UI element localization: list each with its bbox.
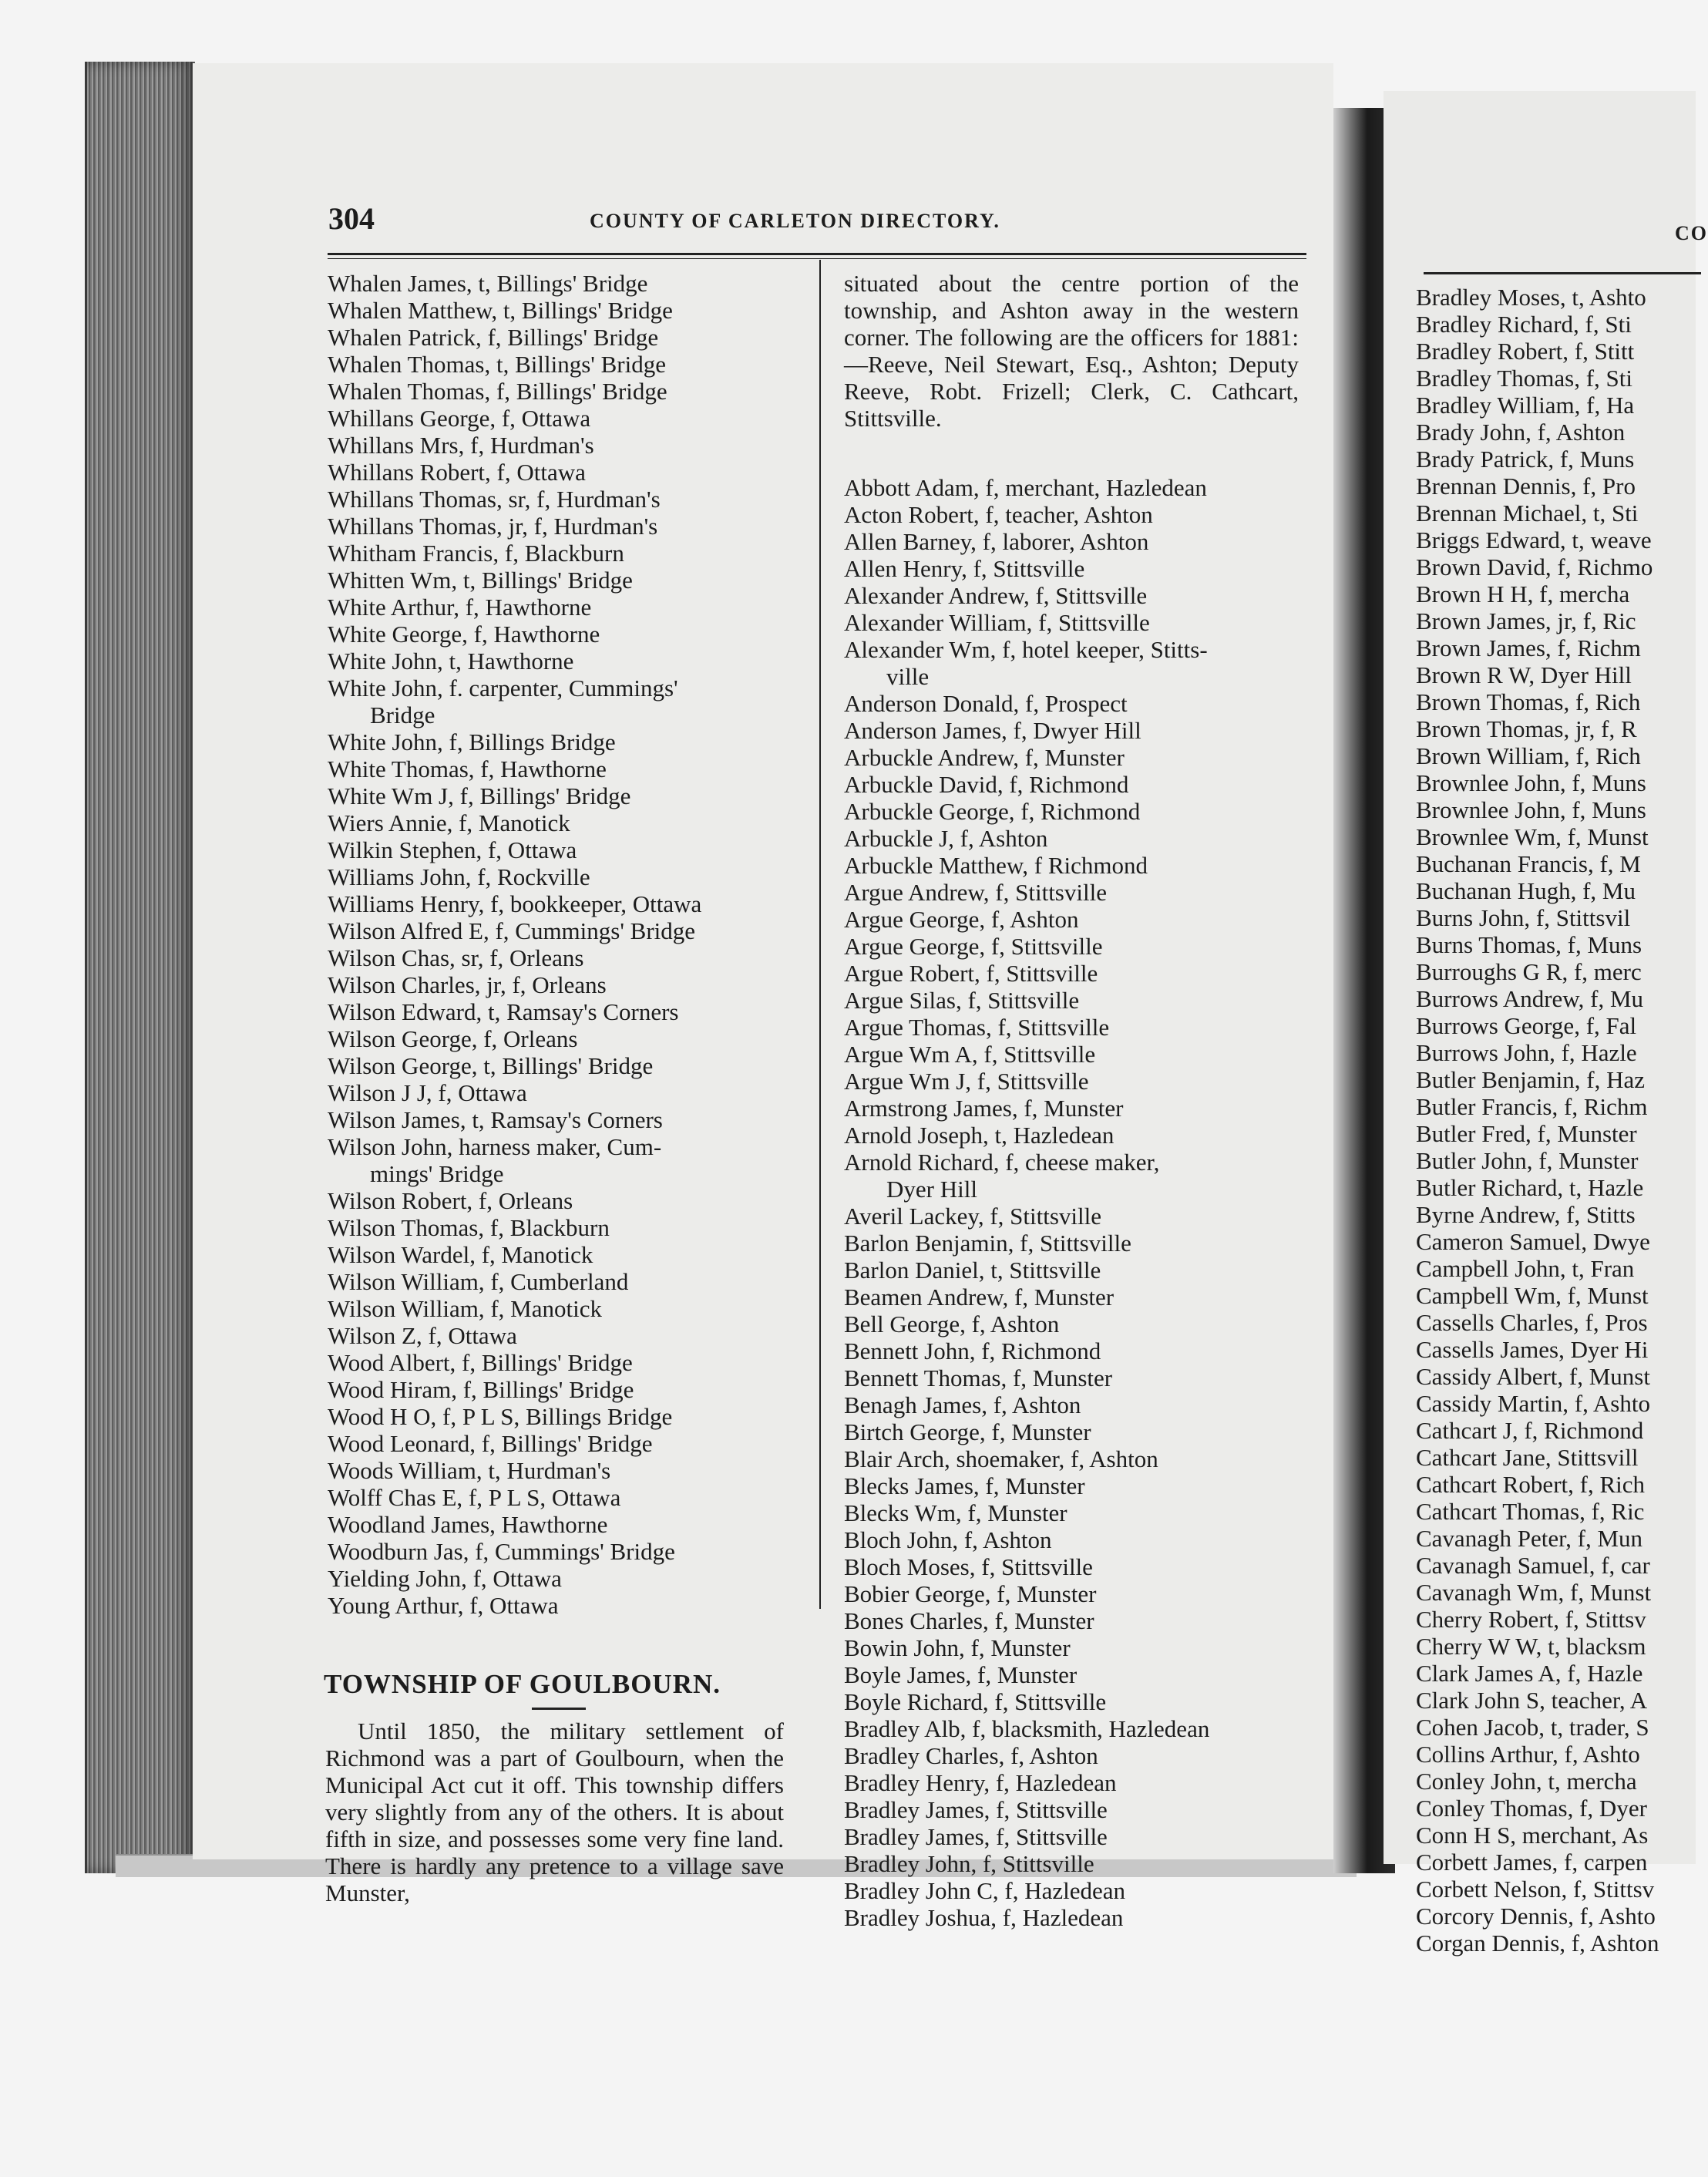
section-title-rule (532, 1708, 586, 1710)
directory-entry: Williams John, f, Rockville (328, 863, 590, 890)
directory-entry: Bradley Henry, f, Hazledean (844, 1769, 1117, 1796)
directory-entry: Anderson James, f, Dwyer Hill (844, 717, 1141, 744)
directory-entry: Arbuckle Andrew, f, Munster (844, 744, 1125, 771)
directory-entry: Brennan Dennis, f, Pro (1416, 473, 1636, 500)
directory-entry: Cameron Samuel, Dwye (1416, 1228, 1650, 1255)
directory-entry: Wilson James, t, Ramsay's Corners (328, 1106, 663, 1133)
directory-entry: Brownlee John, f, Muns (1416, 796, 1646, 823)
directory-entry: Birtch George, f, Munster (844, 1418, 1091, 1445)
directory-entry: Wilson William, f, Manotick (328, 1295, 602, 1322)
directory-entry: Bowin John, f, Munster (844, 1634, 1071, 1661)
directory-entry: Bradley Charles, f, Ashton (844, 1742, 1098, 1769)
directory-entry: Cohen Jacob, t, trader, S (1416, 1714, 1649, 1741)
directory-entry: Bobier George, f, Munster (844, 1580, 1097, 1607)
directory-entry: Brown H H, f, mercha (1416, 580, 1630, 607)
directory-entry: Cassells James, Dyer Hi (1416, 1336, 1649, 1363)
directory-entry: Argue George, f, Stittsville (844, 933, 1103, 960)
directory-entry: Argue Andrew, f, Stittsville (844, 879, 1107, 906)
directory-entry: Burroughs G R, f, merc (1416, 958, 1642, 985)
directory-entry: Arbuckle Matthew, f Richmond (844, 852, 1148, 879)
directory-entry: Woodland James, Hawthorne (328, 1511, 608, 1538)
directory-entry: Brady Patrick, f, Muns (1416, 446, 1635, 473)
directory-entry: Brown James, f, Richm (1416, 634, 1641, 661)
directory-entry: Barlon Daniel, t, Stittsville (844, 1257, 1101, 1284)
header-rule-thin (328, 258, 1306, 259)
directory-entry: Conley Thomas, f, Dyer (1416, 1795, 1647, 1822)
directory-entry: Burrows Andrew, f, Mu (1416, 985, 1644, 1012)
page-number: 304 (328, 201, 375, 236)
directory-entry: Wilson Edward, t, Ramsay's Corners (328, 998, 679, 1025)
directory-entry: Wilson John, harness maker, Cum- (328, 1133, 662, 1160)
directory-entry: Briggs Edward, t, weave (1416, 527, 1652, 554)
directory-entry: Argue Robert, f, Stittsville (844, 960, 1098, 987)
directory-entry: Blair Arch, shoemaker, f, Ashton (844, 1445, 1158, 1472)
directory-entry: Allen Henry, f, Stittsville (844, 555, 1085, 582)
directory-entry: Brownlee Wm, f, Munst (1416, 823, 1649, 850)
directory-entry: Argue Wm J, f, Stittsville (844, 1068, 1089, 1095)
directory-entry: Bones Charles, f, Munster (844, 1607, 1094, 1634)
directory-entry: Williams Henry, f, bookkeeper, Ottawa (328, 890, 702, 917)
directory-entry: White Wm J, f, Billings' Bridge (328, 782, 631, 809)
directory-entry: Argue Thomas, f, Stittsville (844, 1014, 1110, 1041)
directory-entry: Bradley John C, f, Hazledean (844, 1877, 1125, 1904)
directory-entry: Abbott Adam, f, merchant, Hazledean (844, 474, 1207, 501)
directory-entry: Whitten Wm, t, Billings' Bridge (328, 567, 633, 594)
directory-entry: mings' Bridge (370, 1160, 504, 1187)
directory-entry: Bennett Thomas, f, Munster (844, 1364, 1113, 1391)
directory-entry: Argue Wm A, f, Stittsville (844, 1041, 1096, 1068)
directory-entry: Barlon Benjamin, f, Stittsville (844, 1230, 1131, 1257)
directory-entry: Corgan Dennis, f, Ashton (1416, 1930, 1659, 1957)
directory-entry: Alexander Andrew, f, Stittsville (844, 582, 1148, 609)
directory-entry: Cassidy Albert, f, Munst (1416, 1363, 1650, 1390)
directory-entry: Corbett James, f, carpen (1416, 1849, 1648, 1876)
directory-entry: Brennan Michael, t, Sti (1416, 500, 1639, 527)
directory-entry: Bloch John, f, Ashton (844, 1526, 1052, 1553)
directory-entry: Wolff Chas E, f, P L S, Ottawa (328, 1484, 621, 1511)
column-divider (819, 260, 821, 1609)
directory-entry: White Arthur, f, Hawthorne (328, 594, 592, 621)
directory-entry: Bradley Alb, f, blacksmith, Hazledean (844, 1715, 1210, 1742)
directory-entry: Anderson Donald, f, Prospect (844, 690, 1128, 717)
column-2-paragraph: situated about the centre portion of the township, and Ashton away in the western corner. The following are the officers for 1881:—Reeve, Neil Stewart, Esq., Ashton; Deputy Reeve, Robt. Frizell; Clerk, C. Cathcart, Stittsville. (844, 270, 1299, 432)
directory-entry: Woodburn Jas, f, Cummings' Bridge (328, 1538, 675, 1565)
directory-entry: Bradley Thomas, f, Sti (1416, 365, 1632, 392)
directory-entry: Cherry Robert, f, Stittsv (1416, 1606, 1646, 1633)
directory-entry: Wilson Alfred E, f, Cummings' Bridge (328, 917, 696, 944)
directory-entry: Burrows George, f, Fal (1416, 1012, 1637, 1039)
directory-entry: Wilson William, f, Cumberland (328, 1268, 629, 1295)
directory-entry: Wiers Annie, f, Manotick (328, 809, 570, 836)
directory-entry: Burns John, f, Stittsvil (1416, 904, 1631, 931)
directory-entry: White George, f, Hawthorne (328, 621, 600, 648)
directory-entry: Bradley James, f, Stittsville (844, 1823, 1108, 1850)
directory-entry: Cathcart Thomas, f, Ric (1416, 1498, 1645, 1525)
directory-entry: Brown Thomas, f, Rich (1416, 688, 1641, 715)
directory-entry: Beamen Andrew, f, Munster (844, 1284, 1115, 1311)
directory-entry: Byrne Andrew, f, Stitts (1416, 1201, 1636, 1228)
right-page (1384, 91, 1708, 1957)
directory-entry: Whalen Patrick, f, Billings' Bridge (328, 324, 659, 351)
directory-entry: Cherry W W, t, blacksm (1416, 1633, 1646, 1660)
directory-entry: Whalen Thomas, t, Billings' Bridge (328, 351, 666, 378)
directory-entry: Brown Thomas, jr, f, R (1416, 715, 1637, 742)
header-rule (328, 253, 1306, 255)
directory-entry: Bell George, f, Ashton (844, 1311, 1060, 1337)
directory-entry: Campbell John, t, Fran (1416, 1255, 1635, 1282)
directory-entry: Yielding John, f, Ottawa (328, 1565, 562, 1592)
directory-entry: Bradley John, f, Stittsville (844, 1850, 1094, 1877)
directory-entry: Boyle James, f, Munster (844, 1661, 1078, 1688)
directory-entry: White John, t, Hawthorne (328, 648, 574, 675)
directory-entry: Wilkin Stephen, f, Ottawa (328, 836, 577, 863)
directory-entry: Wood H O, f, P L S, Billings Bridge (328, 1403, 673, 1430)
directory-entry: Whillans Thomas, sr, f, Hurdman's (328, 486, 661, 513)
directory-entry: Wood Albert, f, Billings' Bridge (328, 1349, 633, 1376)
directory-entry: Conley John, t, mercha (1416, 1768, 1637, 1795)
directory-entry: Wilson Wardel, f, Manotick (328, 1241, 593, 1268)
directory-entry: Brady John, f, Ashton (1416, 419, 1626, 446)
running-head: COUNTY OF CARLETON DIRECTORY. (590, 210, 1000, 232)
directory-entry: White John, f. carpenter, Cummings' (328, 675, 678, 702)
directory-entry: Butler Benjamin, f, Haz (1416, 1066, 1645, 1093)
directory-entry: Buchanan Hugh, f, Mu (1416, 877, 1636, 904)
directory-entry: Brown R W, Dyer Hill (1416, 661, 1632, 688)
directory-entry: Brown David, f, Richmo (1416, 554, 1653, 580)
directory-entry: Blecks Wm, f, Munster (844, 1499, 1068, 1526)
directory-entry: Cavanagh Samuel, f, car (1416, 1552, 1650, 1579)
directory-entry: Collins Arthur, f, Ashto (1416, 1741, 1640, 1768)
directory-entry: Butler John, f, Munster (1416, 1147, 1639, 1174)
directory-entry: Bradley Joshua, f, Hazledean (844, 1904, 1124, 1931)
section-title: TOWNSHIP OF GOULBOURN. (324, 1669, 721, 1699)
directory-entry: Argue Silas, f, Stittsville (844, 987, 1080, 1014)
directory-entry: ville (886, 663, 930, 690)
directory-entry: Boyle Richard, f, Stittsville (844, 1688, 1107, 1715)
directory-entry: Brown William, f, Rich (1416, 742, 1641, 769)
directory-entry: Bradley Richard, f, Sti (1416, 311, 1632, 338)
directory-entry: Bennett John, f, Richmond (844, 1337, 1101, 1364)
directory-entry: Whalen Matthew, t, Billings' Bridge (328, 297, 673, 324)
directory-entry: Buchanan Francis, f, M (1416, 850, 1641, 877)
directory-entry: Bridge (370, 702, 435, 728)
directory-entry: Wilson Charles, jr, f, Orleans (328, 971, 607, 998)
directory-entry: Blecks James, f, Munster (844, 1472, 1085, 1499)
directory-entry: Butler Fred, f, Munster (1416, 1120, 1637, 1147)
directory-entry: Alexander Wm, f, hotel keeper, Stitts- (844, 636, 1208, 663)
directory-entry: Cathcart J, f, Richmond (1416, 1417, 1644, 1444)
directory-entry: Bloch Moses, f, Stittsville (844, 1553, 1093, 1580)
directory-entry: Whillans Thomas, jr, f, Hurdman's (328, 513, 658, 540)
directory-entry: Bradley Robert, f, Stitt (1416, 338, 1635, 365)
directory-entry: Whillans Mrs, f, Hurdman's (328, 432, 594, 459)
directory-entry: Wood Hiram, f, Billings' Bridge (328, 1376, 634, 1403)
directory-entry: Whillans George, f, Ottawa (328, 405, 591, 432)
directory-entry: Brownlee John, f, Muns (1416, 769, 1646, 796)
directory-entry: Conn H S, merchant, As (1416, 1822, 1649, 1849)
directory-entry: Cassidy Martin, f, Ashto (1416, 1390, 1650, 1417)
directory-entry: Wilson George, t, Billings' Bridge (328, 1052, 654, 1079)
directory-entry: Wilson Robert, f, Orleans (328, 1187, 573, 1214)
directory-entry: Acton Robert, f, teacher, Ashton (844, 501, 1153, 528)
directory-entry: Wilson Thomas, f, Blackburn (328, 1214, 610, 1241)
directory-entry: Cassells Charles, f, Pros (1416, 1309, 1648, 1336)
directory-entry: Burns Thomas, f, Muns (1416, 931, 1642, 958)
directory-entry: Wilson Chas, sr, f, Orleans (328, 944, 584, 971)
directory-entry: Alexander William, f, Stittsville (844, 609, 1150, 636)
directory-entry: Arbuckle David, f, Richmond (844, 771, 1129, 798)
directory-entry: Arnold Richard, f, cheese maker, (844, 1149, 1160, 1176)
directory-entry: Wilson J J, f, Ottawa (328, 1079, 527, 1106)
directory-entry: Allen Barney, f, laborer, Ashton (844, 528, 1149, 555)
left-page (193, 63, 1333, 1931)
directory-entry: Bradley James, f, Stittsville (844, 1796, 1108, 1823)
directory-entry: Wilson Z, f, Ottawa (328, 1322, 517, 1349)
directory-entry: Butler Francis, f, Richm (1416, 1093, 1648, 1120)
directory-entry: White John, f, Billings Bridge (328, 728, 616, 755)
directory-entry: Campbell Wm, f, Munst (1416, 1282, 1649, 1309)
directory-entry: Whalen Thomas, f, Billings' Bridge (328, 378, 667, 405)
directory-entry: Cathcart Robert, f, Rich (1416, 1471, 1645, 1498)
directory-entry: Whitham Francis, f, Blackburn (328, 540, 624, 567)
directory-entry: Arbuckle J, f, Ashton (844, 825, 1048, 852)
right-header-rule (1424, 272, 1701, 274)
directory-entry: Wilson George, f, Orleans (328, 1025, 578, 1052)
directory-entry: Brown James, jr, f, Ric (1416, 607, 1636, 634)
right-running-head: CO (1675, 222, 1708, 244)
directory-entry: White Thomas, f, Hawthorne (328, 755, 607, 782)
directory-entry: Arbuckle George, f, Richmond (844, 798, 1141, 825)
directory-entry: Benagh James, f, Ashton (844, 1391, 1081, 1418)
directory-entry: Whalen James, t, Billings' Bridge (328, 270, 648, 297)
directory-entry: Cavanagh Wm, f, Munst (1416, 1579, 1652, 1606)
directory-entry: Cavanagh Peter, f, Mun (1416, 1525, 1643, 1552)
directory-entry: Corbett Nelson, f, Stittsv (1416, 1876, 1655, 1903)
directory-entry: Bradley Moses, t, Ashto (1416, 284, 1646, 311)
book-page-edges (85, 62, 195, 1873)
directory-entry: Butler Richard, t, Hazle (1416, 1174, 1644, 1201)
intro-paragraph: Until 1850, the military settlement of Richmond was a part of Goulbourn, when the Municipal Act cut it off. This township differs very slightly from any of the others. It is about fifth in size, and possesses some very fine land. There is hardly any pretence to a village save Munster, (325, 1718, 784, 1906)
directory-entry: Argue George, f, Ashton (844, 906, 1079, 933)
directory-entry: Clark John S, teacher, A (1416, 1687, 1648, 1714)
directory-entry: Bradley William, f, Ha (1416, 392, 1635, 419)
directory-entry: Young Arthur, f, Ottawa (328, 1592, 559, 1619)
directory-entry: Clark James A, f, Hazle (1416, 1660, 1643, 1687)
directory-entry: Whillans Robert, f, Ottawa (328, 459, 586, 486)
directory-entry: Wood Leonard, f, Billings' Bridge (328, 1430, 653, 1457)
directory-entry: Averil Lackey, f, Stittsville (844, 1203, 1102, 1230)
directory-entry: Cathcart Jane, Stittsvill (1416, 1444, 1639, 1471)
directory-entry: Woods William, t, Hurdman's (328, 1457, 611, 1484)
directory-entry: Corcory Dennis, f, Ashto (1416, 1903, 1656, 1930)
directory-entry: Armstrong James, f, Munster (844, 1095, 1124, 1122)
directory-entry: Arnold Joseph, t, Hazledean (844, 1122, 1115, 1149)
directory-entry: Dyer Hill (886, 1176, 977, 1203)
directory-entry: Burrows John, f, Hazle (1416, 1039, 1637, 1066)
